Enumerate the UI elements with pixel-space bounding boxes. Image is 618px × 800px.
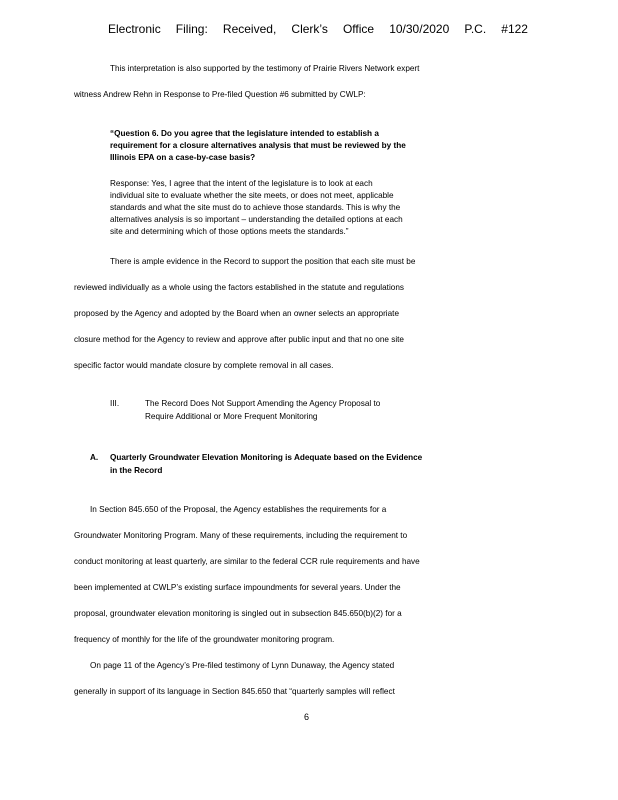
- filing-header: [108, 22, 528, 36]
- body-line: proposal, groundwater elevation monitoring is singled out in subsection 845.650(b)(2) for a: [74, 609, 402, 618]
- subsection-heading: Quarterly Groundwater Elevation Monitoring is Adequate based on the Evidence: [110, 453, 423, 462]
- quote-line: Response: Yes, I agree that the intent of the legislature is to look at each: [110, 179, 373, 188]
- header-word: 10/30/2020: [389, 22, 450, 36]
- body-line: On page 11 of the Agency’s Pre-filed testimony of Lynn Dunaway, the Agency stated: [90, 661, 395, 670]
- section-heading: The Record Does Not Support Amending the Agency Proposal to: [145, 399, 381, 408]
- body-line: proposed by the Agency and adopted by the Board when an owner selects an appropriate: [74, 309, 399, 318]
- quote-line: “Question 6. Do you agree that the legislature intended to establish a: [110, 129, 379, 138]
- body-line: reviewed individually as a whole using the factors established in the statute and regulations: [74, 283, 404, 292]
- body-line: Groundwater Monitoring Program. Many of these requirements, including the requirement to: [74, 531, 408, 540]
- header-word: #122: [501, 22, 528, 36]
- body-line: witness Andrew Rehn in Response to Pre-filed Question #6 submitted by CWLP:: [74, 90, 366, 99]
- header-word: Received,: [222, 22, 277, 36]
- section-heading: Require Additional or More Frequent Monitoring: [145, 412, 318, 421]
- quote-line: individual site to evaluate whether the site meets, or does not meet, applicable: [110, 191, 394, 200]
- body-line: been implemented at CWLP’s existing surface impoundments for several years. Under the: [74, 583, 401, 592]
- quote-line: requirement for a closure alternatives analysis that must be reviewed by the: [110, 141, 406, 150]
- body-line: frequency of monthly for the life of the groundwater monitoring program.: [74, 635, 335, 644]
- header-word: Office: [342, 22, 375, 36]
- subsection-heading: in the Record: [110, 466, 163, 475]
- subsection-number: A.: [90, 453, 99, 462]
- body-line: In Section 845.650 of the Proposal, the Agency establishes the requirements for a: [90, 505, 387, 514]
- quote-line: alternatives analysis is so important – understanding the detailed options at each: [110, 215, 403, 224]
- body-line: This interpretation is also supported by the testimony of Prairie Rivers Network expert: [110, 64, 420, 73]
- header-word: Clerk’s: [291, 22, 328, 36]
- body-line: There is ample evidence in the Record to support the position that each site must be: [110, 257, 416, 266]
- quote-line: Illinois EPA on a case-by-case basis?: [110, 153, 256, 162]
- page-number: 6: [304, 712, 310, 722]
- body-line: conduct monitoring at least quarterly, are similar to the federal CCR rule requirements and have: [74, 557, 420, 566]
- header-word: P.C.: [464, 22, 487, 36]
- quote-line: site and determining which of those options meets the standards.”: [110, 227, 349, 236]
- header-word: Electronic: [108, 22, 161, 36]
- body-line: generally in support of its language in Section 845.650 that “quarterly samples will reflect: [74, 687, 395, 696]
- quote-line: standards and what the site must do to achieve those standards. This is why the: [110, 203, 401, 212]
- header-word: Filing:: [175, 22, 208, 36]
- body-line: closure method for the Agency to review and approve after public input and that no one site: [74, 335, 404, 344]
- section-number: III.: [110, 399, 120, 408]
- body-line: specific factor would mandate closure by complete removal in all cases.: [74, 361, 334, 370]
